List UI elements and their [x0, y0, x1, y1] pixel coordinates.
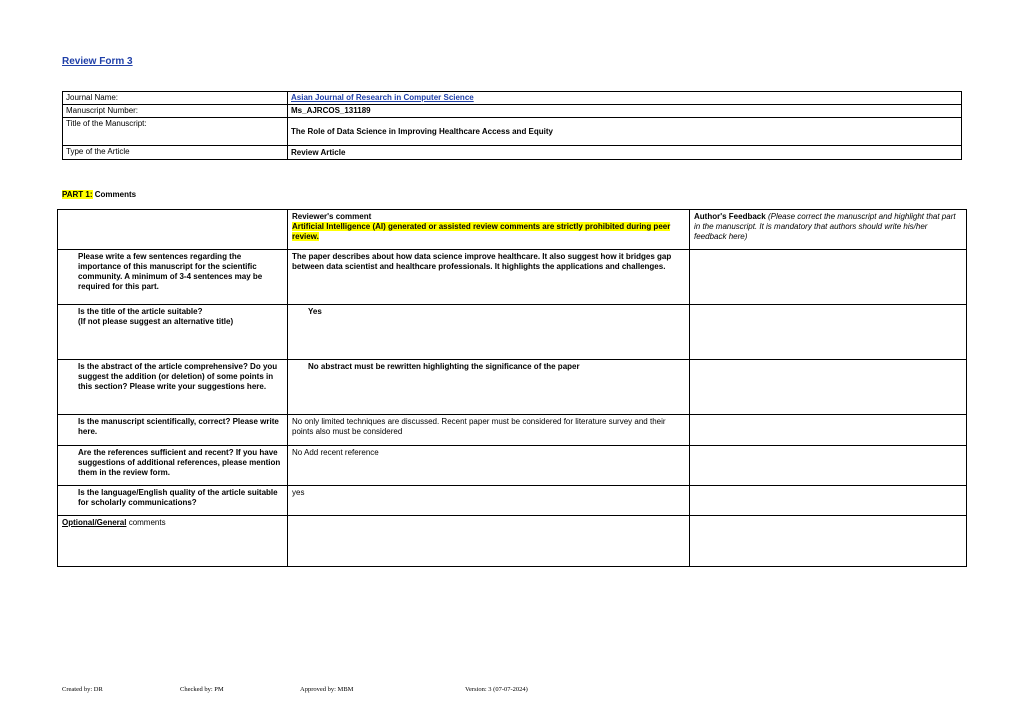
table-row: [58, 250, 967, 305]
footer-checked-by: Checked by: PM: [180, 686, 224, 693]
comments-table: [57, 209, 967, 567]
author-header-cell: [690, 210, 967, 250]
manuscript-title-value: The Role of Data Science in Improving Healthcare Access and Equity: [288, 118, 962, 146]
empty-header-cell: [58, 210, 288, 250]
journal-link[interactable]: Asian Journal of Research in Computer Science: [291, 93, 474, 102]
table-row: [58, 360, 967, 415]
author-feedback-cell[interactable]: [690, 305, 967, 360]
table-header-row: [58, 210, 967, 250]
author-feedback-cell[interactable]: [690, 250, 967, 305]
manuscript-title-label: Title of the Manuscript:: [63, 118, 288, 146]
article-type-value: Review Article: [288, 146, 962, 160]
form-title: Review Form 3: [62, 56, 133, 67]
manuscript-info-table: [62, 91, 962, 160]
question-cell: Is the abstract of the article comprehensive? Do you suggest the addition (or deletion) of some points in this section? Please write your suggestions here.: [58, 360, 288, 415]
manuscript-number-label: Manuscript Number:: [63, 105, 288, 118]
author-feedback-note: (Please correct the manuscript and highlight that part in the manuscript. It is mandatory that authors should write his/her feedback here): [694, 212, 956, 241]
ai-warning: Artificial Intelligence (AI) generated or assisted review comments are strictly prohibited during peer review.: [292, 222, 671, 241]
optional-comments-label-cell: [58, 516, 288, 567]
table-row: [58, 305, 967, 360]
reviewer-comment-title: Reviewer's comment: [292, 212, 372, 221]
manuscript-number-value: Ms_AJRCOS_131189: [288, 105, 962, 118]
author-feedback-cell[interactable]: [690, 360, 967, 415]
journal-label: Journal Name:: [63, 92, 288, 105]
table-row: [58, 446, 967, 486]
author-feedback-title: Author's Feedback: [694, 212, 766, 221]
question-cell: Are the references sufficient and recent? If you have suggestions of additional references, please mention them in the review form.: [58, 446, 288, 486]
comment-cell[interactable]: Yes: [288, 305, 690, 360]
optional-comments-text: comments: [126, 518, 166, 527]
optional-general-label: Optional/General: [62, 518, 127, 527]
footer-version: Version: 3 (07-07-2024): [465, 686, 528, 693]
comment-cell[interactable]: yes: [288, 486, 690, 516]
part-1-text: Comments: [92, 190, 137, 199]
comment-cell[interactable]: No only limited techniques are discussed. Recent paper must be considered for literature survey and their points also must be considered: [288, 415, 690, 446]
question-cell: Is the language/English quality of the article suitable for scholarly communications?: [58, 486, 288, 516]
part-1-label: PART 1:: [62, 190, 93, 199]
table-row: [58, 486, 967, 516]
question-cell: Is the manuscript scientifically, correct? Please write here.: [58, 415, 288, 446]
optional-author-feedback-cell[interactable]: [690, 516, 967, 567]
table-row: [58, 415, 967, 446]
comment-cell[interactable]: No Add recent reference: [288, 446, 690, 486]
author-feedback-cell[interactable]: [690, 415, 967, 446]
footer-created-by: Created by: DR: [62, 686, 103, 693]
question-cell: Is the title of the article suitable? (If not please suggest an alternative title): [58, 305, 288, 360]
comment-cell[interactable]: No abstract must be rewritten highlighting the significance of the paper: [288, 360, 690, 415]
question-cell: Please write a few sentences regarding the importance of this manuscript for the scientific community. A minimum of 3-4 sentences may be required for this part.: [58, 250, 288, 305]
optional-comments-row: [58, 516, 967, 567]
footer-approved-by: Approved by: MBM: [300, 686, 354, 693]
article-type-label: Type of the Article: [63, 146, 288, 160]
author-feedback-cell[interactable]: [690, 446, 967, 486]
comment-cell[interactable]: The paper describes about how data science improve healthcare. It also suggest how it bridges gap between data scientist and healthcare professionals. It highlights the applications and challenges.: [288, 250, 690, 305]
reviewer-header-cell: [288, 210, 690, 250]
author-feedback-cell[interactable]: [690, 486, 967, 516]
optional-comment-cell[interactable]: [288, 516, 690, 567]
part-1-heading: [62, 190, 136, 199]
journal-value[interactable]: [288, 92, 962, 105]
